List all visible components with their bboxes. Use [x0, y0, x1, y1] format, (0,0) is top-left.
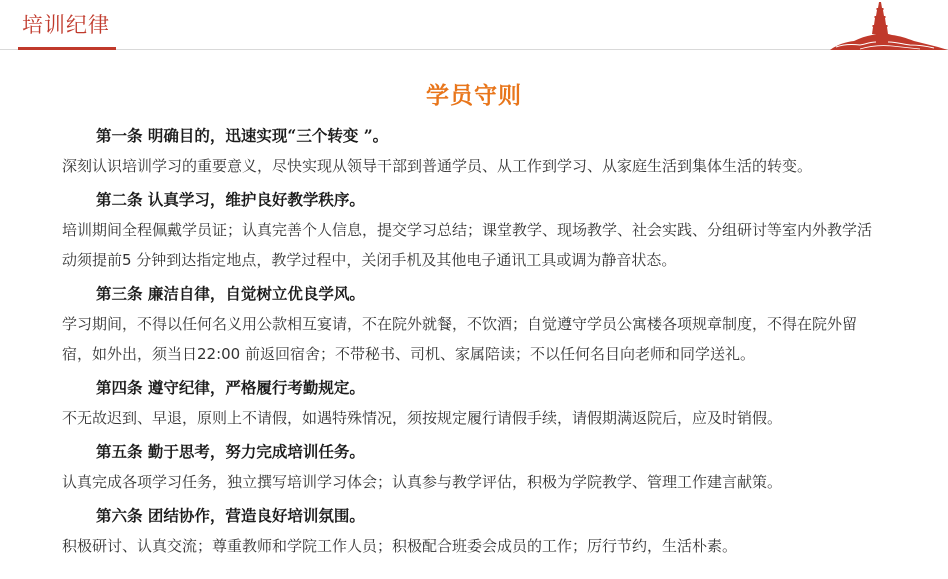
page-title: 学员守则: [426, 83, 522, 109]
article-body: 深刻认识培训学习的重要意义，尽快实现从领导干部到普通学员、从工作到学习、从家庭生活到集体生活的转变。: [62, 157, 813, 175]
article-heading: 第五条 勤于思考，努力完成培训任务。: [96, 442, 365, 461]
section-title-underline: [18, 47, 116, 50]
article-heading: 第六条 团结协作，营造良好培训氛围。: [96, 506, 365, 525]
article-body: 积极研讨、认真交流；尊重教师和学院工作人员；积极配合班委会成员的工作；厉行节约，生活朴素。: [62, 537, 738, 555]
rules-content: [62, 121, 872, 565]
article-heading: 第四条 遵守纪律，严格履行考勤规定。: [96, 378, 365, 397]
article-body: 学习期间，不得以任何名义用公款相互宴请，不在院外就餐，不饮酒；自觉遵守学员公寓楼各项规章制度，不得在院外留宿，如外出，须当日22:00 前返回宿舍；不带秘书、司机、家属陪读；不以任何名目向老师和同学送礼。: [62, 315, 858, 363]
article-body: 不无故迟到、早退，原则上不请假，如遇特殊情况，须按规定履行请假手续，请假期满返院后，应及时销假。: [62, 409, 783, 427]
article-heading: 第二条 认真学习，维护良好教学秩序。: [96, 190, 365, 209]
article-heading: 第一条 明确目的，迅速实现“三个转变 ”。: [96, 126, 389, 145]
article-heading: 第三条 廉洁自律，自觉树立优良学风。: [96, 284, 365, 303]
section-title: 培训纪律: [22, 13, 110, 37]
red-pagoda-logo-icon: [830, 0, 948, 50]
article-body: 培训期间全程佩戴学员证；认真完善个人信息，提交学习总结；课堂教学、现场教学、社会实践、分组研讨等室内外教学活动须提前5 分钟到达指定地点，教学过程中，关闭手机及其他电子通讯工具或调为静音状态。: [62, 221, 873, 269]
article-body: 认真完成各项学习任务，独立撰写培训学习体会；认真参与教学评估，积极为学院教学、管理工作建言献策。: [62, 473, 783, 491]
section-header: [0, 0, 948, 50]
